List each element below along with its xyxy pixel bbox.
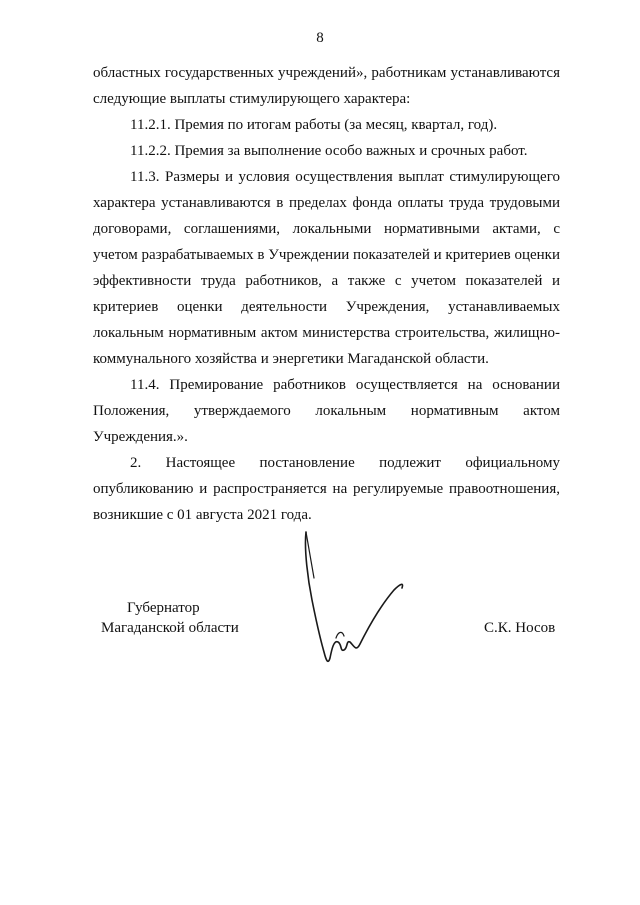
signatory-title-line1: Губернатор (127, 600, 200, 616)
paragraph-continuation: областных государственных учреждений», работникам устанавливаются следующие выплаты стимулирующего характера: (93, 65, 560, 107)
document-body (93, 60, 560, 528)
paragraph-11-4: 11.4. Премирование работников осуществляется на основании Положения, утверждаемого локальным нормативным актом Учреждения.». (93, 377, 560, 445)
paragraph-11-2-2: 11.2.2. Премия за выполнение особо важных и срочных работ. (130, 143, 528, 159)
signatory-name: С.К. Носов (484, 620, 556, 636)
paragraph-11-2-1: 11.2.1. Премия по итогам работы (за месяц, квартал, год). (130, 117, 498, 133)
paragraph-2: 2. Настоящее постановление подлежит официальному опубликованию и распространяется на регулируемые правоотношения, возникшие с 01 августа 2021 года. (93, 455, 560, 523)
signature-block (0, 598, 640, 698)
signatory-title-line2: Магаданской области (101, 620, 239, 636)
paragraph-11-3: 11.3. Размеры и условия осуществления выплат стимулирующего характера устанавливаются в пределах фонда оплаты труда трудовыми договорами, соглашениями, локальными нормативными актами, с учетом разрабатываемых в Учреждении показателей и критериев оценки эффективности труда работников, а также с учетом показателей и критериев оценки деятельности Учреждения, устанавливаемых локальным нормативным актом министерства строительства, жилищно-коммунального хозяйства и энергетики Магаданской области. (93, 169, 560, 367)
page-number: 8 (316, 30, 324, 46)
